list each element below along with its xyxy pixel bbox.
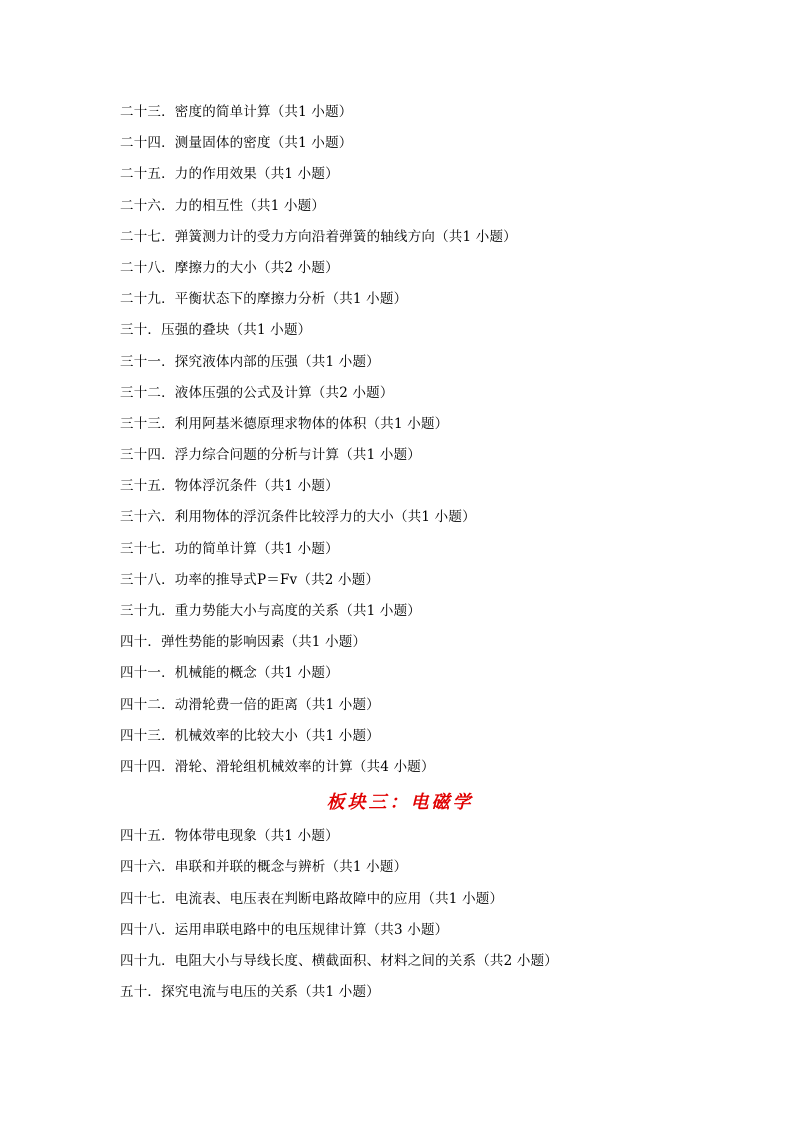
topic-item: 五十．探究电流与电压的关系（共1 小题） xyxy=(120,984,380,1001)
topic-item: 四十．弹性势能的影响因素（共1 小题） xyxy=(120,634,367,651)
topic-list xyxy=(120,102,720,1013)
topic-item: 二十九．平衡状态下的摩擦力分析（共1 小题） xyxy=(120,291,408,308)
topic-item: 四十五．物体带电现象（共1 小题） xyxy=(120,828,339,845)
topic-item: 二十七．弹簧测力计的受力方向沿着弹簧的轴线方向（共1 小题） xyxy=(120,228,517,245)
topic-item: 四十六．串联和并联的概念与辨析（共1 小题） xyxy=(120,859,408,876)
topic-item: 二十三．密度的简单计算（共1 小题） xyxy=(120,104,353,120)
topic-item: 三十九．重力势能大小与高度的关系（共1 小题） xyxy=(120,603,421,619)
topic-item: 三十七．功的简单计算（共1 小题） xyxy=(120,540,339,557)
topic-item: 三十八．功率的推导式P＝Fv（共2 小题） xyxy=(120,571,380,588)
topic-item: 四十三．机械效率的比较大小（共1 小题） xyxy=(120,727,380,744)
topic-item: 四十一．机械能的概念（共1 小题） xyxy=(120,665,339,682)
topic-item: 四十八．运用串联电路中的电压规律计算（共3 小题） xyxy=(120,921,449,938)
topic-item: 四十七．电流表、电压表在判断电路故障中的应用（共1 小题） xyxy=(120,890,504,907)
topic-item: 二十五．力的作用效果（共1 小题） xyxy=(120,166,339,183)
section-heading: 板块三：电磁学 xyxy=(326,792,474,814)
topic-item: 二十八．摩擦力的大小（共2 小题） xyxy=(120,259,339,276)
topic-item: 四十四．滑轮、滑轮组机械效率的计算（共4 小题） xyxy=(120,758,435,775)
topic-item: 三十四．浮力综合问题的分析与计算（共1 小题） xyxy=(120,447,421,464)
topic-item: 三十五．物体浮沉条件（共1 小题） xyxy=(120,478,339,495)
topic-item: 三十三．利用阿基米德原理求物体的体积（共1 小题） xyxy=(120,415,449,432)
topic-item: 三十二．液体压强的公式及计算（共2 小题） xyxy=(120,384,394,401)
topic-item: 三十一．探究液体内部的压强（共1 小题） xyxy=(120,353,380,370)
topic-item: 三十六．利用物体的浮沉条件比较浮力的大小（共1 小题） xyxy=(120,509,476,526)
topic-item: 四十二．动滑轮费一倍的距离（共1 小题） xyxy=(120,696,380,713)
topic-item: 二十四．测量固体的密度（共1 小题） xyxy=(120,135,353,152)
topic-item: 三十．压强的叠块（共1 小题） xyxy=(120,322,312,339)
topic-item: 二十六．力的相互性（共1 小题） xyxy=(120,197,326,214)
topic-item: 四十九．电阻大小与导线长度、横截面积、材料之间的关系（共2 小题） xyxy=(120,952,558,969)
